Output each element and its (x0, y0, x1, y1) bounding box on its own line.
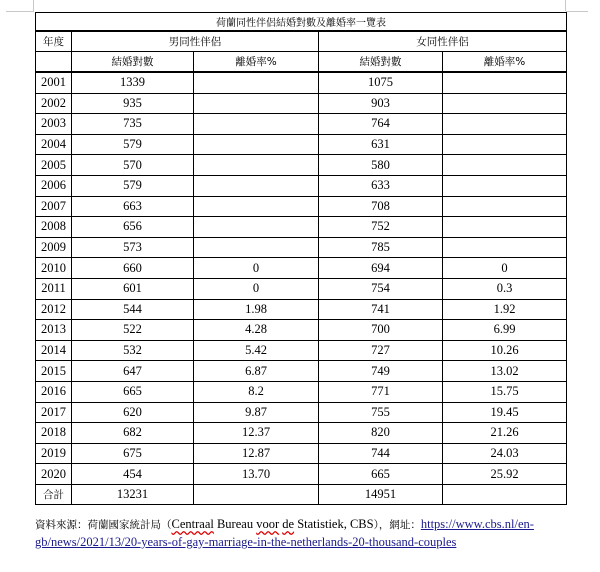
female-marriages-cell: 764 (319, 114, 443, 135)
male-divorce-rate-cell: 0 (194, 278, 319, 299)
year-cell: 2003 (36, 114, 72, 135)
female-marriages-cell: 749 (319, 361, 443, 382)
year-cell: 2005 (36, 155, 72, 176)
year-cell: 2013 (36, 320, 72, 341)
female-divorce-rate-cell: 19.45 (443, 402, 567, 423)
year-cell: 2010 (36, 258, 72, 279)
male-divorce-rate-cell (194, 196, 319, 217)
male-marriages-cell: 454 (72, 464, 194, 485)
page-corner-mark (565, 0, 566, 11)
male-divorce-rate-cell: 8.2 (194, 381, 319, 402)
female-marriages-cell: 755 (319, 402, 443, 423)
male-marriages-cell: 544 (72, 299, 194, 320)
male-marriages-cell: 1339 (72, 72, 194, 93)
male-divorce-rate-cell: 5.42 (194, 340, 319, 361)
female-marriages-cell: 727 (319, 340, 443, 361)
marriage-divorce-table (35, 12, 567, 505)
source-url-link[interactable]: https://www.cbs.nl/en-gb/news/2021/13/20-years-of-gay-marriage-in-the-netherlands-20-thousand-couples (35, 517, 534, 549)
total-female-marriages: 14951 (319, 484, 443, 505)
source-org-word: Bureau (213, 517, 257, 531)
table-row (36, 299, 567, 320)
year-cell: 2020 (36, 464, 72, 485)
male-marriages-cell: 532 (72, 340, 194, 361)
female-divorce-rate-cell: 6.99 (443, 320, 567, 341)
header-male-marriages: 結婚對數 (72, 52, 194, 73)
male-marriages-cell: 570 (72, 155, 194, 176)
male-divorce-rate-cell: 0 (194, 258, 319, 279)
male-divorce-rate-cell (194, 72, 319, 93)
male-marriages-cell: 660 (72, 258, 194, 279)
total-female-divorce-rate (443, 484, 567, 505)
table-row (36, 340, 567, 361)
year-cell: 2017 (36, 402, 72, 423)
table-row (36, 114, 567, 135)
female-divorce-rate-cell: 13.02 (443, 361, 567, 382)
year-cell: 2018 (36, 423, 72, 444)
source-org-word: de (282, 517, 295, 531)
year-cell: 2012 (36, 299, 72, 320)
male-marriages-cell: 665 (72, 381, 194, 402)
female-marriages-cell: 1075 (319, 72, 443, 93)
year-cell: 2002 (36, 93, 72, 114)
male-marriages-cell: 735 (72, 114, 194, 135)
total-male-marriages: 13231 (72, 484, 194, 505)
male-marriages-cell: 656 (72, 217, 194, 238)
header-female-divorce-rate: 離婚率% (443, 52, 567, 73)
female-marriages-cell: 820 (319, 423, 443, 444)
male-marriages-cell: 522 (72, 320, 194, 341)
male-marriages-cell: 579 (72, 175, 194, 196)
female-marriages-cell: 903 (319, 93, 443, 114)
female-divorce-rate-cell: 24.03 (443, 443, 567, 464)
female-marriages-cell: 694 (319, 258, 443, 279)
year-cell: 2004 (36, 134, 72, 155)
year-cell: 2006 (36, 175, 72, 196)
source-org-word: voor (256, 517, 280, 531)
female-divorce-rate-cell: 0 (443, 258, 567, 279)
male-marriages-cell: 579 (72, 134, 194, 155)
table-row (36, 258, 567, 279)
total-label: 合計 (36, 484, 72, 505)
male-marriages-cell: 682 (72, 423, 194, 444)
table-row (36, 217, 567, 238)
source-org-word: Statistiek, CBS (294, 517, 374, 531)
female-divorce-rate-cell (443, 93, 567, 114)
male-marriages-cell: 663 (72, 196, 194, 217)
table-row (36, 464, 567, 485)
year-cell: 2015 (36, 361, 72, 382)
male-divorce-rate-cell: 12.37 (194, 423, 319, 444)
female-marriages-cell: 744 (319, 443, 443, 464)
table-row (36, 443, 567, 464)
page-corner-mark (566, 11, 588, 12)
header-blank (36, 52, 72, 73)
male-divorce-rate-cell (194, 175, 319, 196)
female-divorce-rate-cell (443, 217, 567, 238)
male-divorce-rate-cell (194, 217, 319, 238)
table-row (36, 134, 567, 155)
source-url-label: ），網址： (373, 519, 421, 531)
female-marriages-cell: 741 (319, 299, 443, 320)
total-row (36, 484, 567, 505)
year-cell: 2009 (36, 237, 72, 258)
table-row (36, 381, 567, 402)
female-marriages-cell: 633 (319, 175, 443, 196)
table-row (36, 320, 567, 341)
table-row (36, 237, 567, 258)
female-marriages-cell: 752 (319, 217, 443, 238)
year-cell: 2008 (36, 217, 72, 238)
table-row (36, 278, 567, 299)
table-row (36, 93, 567, 114)
male-marriages-cell: 573 (72, 237, 194, 258)
year-cell: 2019 (36, 443, 72, 464)
source-org-word: Centraal (171, 517, 214, 531)
male-divorce-rate-cell: 12.87 (194, 443, 319, 464)
table-row (36, 175, 567, 196)
source-note (35, 516, 575, 551)
male-divorce-rate-cell: 9.87 (194, 402, 319, 423)
table-title: 荷蘭同性伴侶結婚對數及離婚率一覽表 (36, 13, 567, 32)
male-marriages-cell: 935 (72, 93, 194, 114)
male-marriages-cell: 675 (72, 443, 194, 464)
female-divorce-rate-cell (443, 196, 567, 217)
male-divorce-rate-cell (194, 93, 319, 114)
header-female-couples: 女同性伴侶 (319, 31, 567, 52)
year-cell: 2014 (36, 340, 72, 361)
year-cell: 2007 (36, 196, 72, 217)
female-divorce-rate-cell: 25.92 (443, 464, 567, 485)
total-male-divorce-rate (194, 484, 319, 505)
female-divorce-rate-cell: 10.26 (443, 340, 567, 361)
male-divorce-rate-cell (194, 155, 319, 176)
male-marriages-cell: 601 (72, 278, 194, 299)
male-divorce-rate-cell (194, 134, 319, 155)
table-row (36, 423, 567, 444)
header-female-marriages: 結婚對數 (319, 52, 443, 73)
table-row (36, 155, 567, 176)
year-cell: 2011 (36, 278, 72, 299)
header-year: 年度 (36, 31, 72, 52)
male-divorce-rate-cell: 6.87 (194, 361, 319, 382)
year-cell: 2016 (36, 381, 72, 402)
female-divorce-rate-cell (443, 114, 567, 135)
year-cell: 2001 (36, 72, 72, 93)
female-marriages-cell: 580 (319, 155, 443, 176)
male-divorce-rate-cell: 13.70 (194, 464, 319, 485)
female-divorce-rate-cell (443, 155, 567, 176)
page-corner-mark (6, 11, 34, 12)
female-divorce-rate-cell: 0.3 (443, 278, 567, 299)
female-marriages-cell: 785 (319, 237, 443, 258)
page-corner-mark (33, 0, 34, 11)
female-divorce-rate-cell: 21.26 (443, 423, 567, 444)
header-male-divorce-rate: 離婚率% (194, 52, 319, 73)
female-marriages-cell: 708 (319, 196, 443, 217)
table-row (36, 361, 567, 382)
male-divorce-rate-cell: 1.98 (194, 299, 319, 320)
table-row (36, 72, 567, 93)
female-divorce-rate-cell (443, 237, 567, 258)
source-label: 資料來源：荷蘭國家統計局（ (35, 519, 172, 531)
female-marriages-cell: 631 (319, 134, 443, 155)
female-divorce-rate-cell: 1.92 (443, 299, 567, 320)
female-marriages-cell: 754 (319, 278, 443, 299)
table-row (36, 196, 567, 217)
female-marriages-cell: 665 (319, 464, 443, 485)
female-divorce-rate-cell (443, 72, 567, 93)
female-marriages-cell: 771 (319, 381, 443, 402)
male-divorce-rate-cell: 4.28 (194, 320, 319, 341)
female-divorce-rate-cell: 15.75 (443, 381, 567, 402)
male-divorce-rate-cell (194, 237, 319, 258)
female-marriages-cell: 700 (319, 320, 443, 341)
header-male-couples: 男同性伴侶 (72, 31, 319, 52)
male-marriages-cell: 620 (72, 402, 194, 423)
male-marriages-cell: 647 (72, 361, 194, 382)
male-divorce-rate-cell (194, 114, 319, 135)
female-divorce-rate-cell (443, 175, 567, 196)
female-divorce-rate-cell (443, 134, 567, 155)
table-row (36, 402, 567, 423)
